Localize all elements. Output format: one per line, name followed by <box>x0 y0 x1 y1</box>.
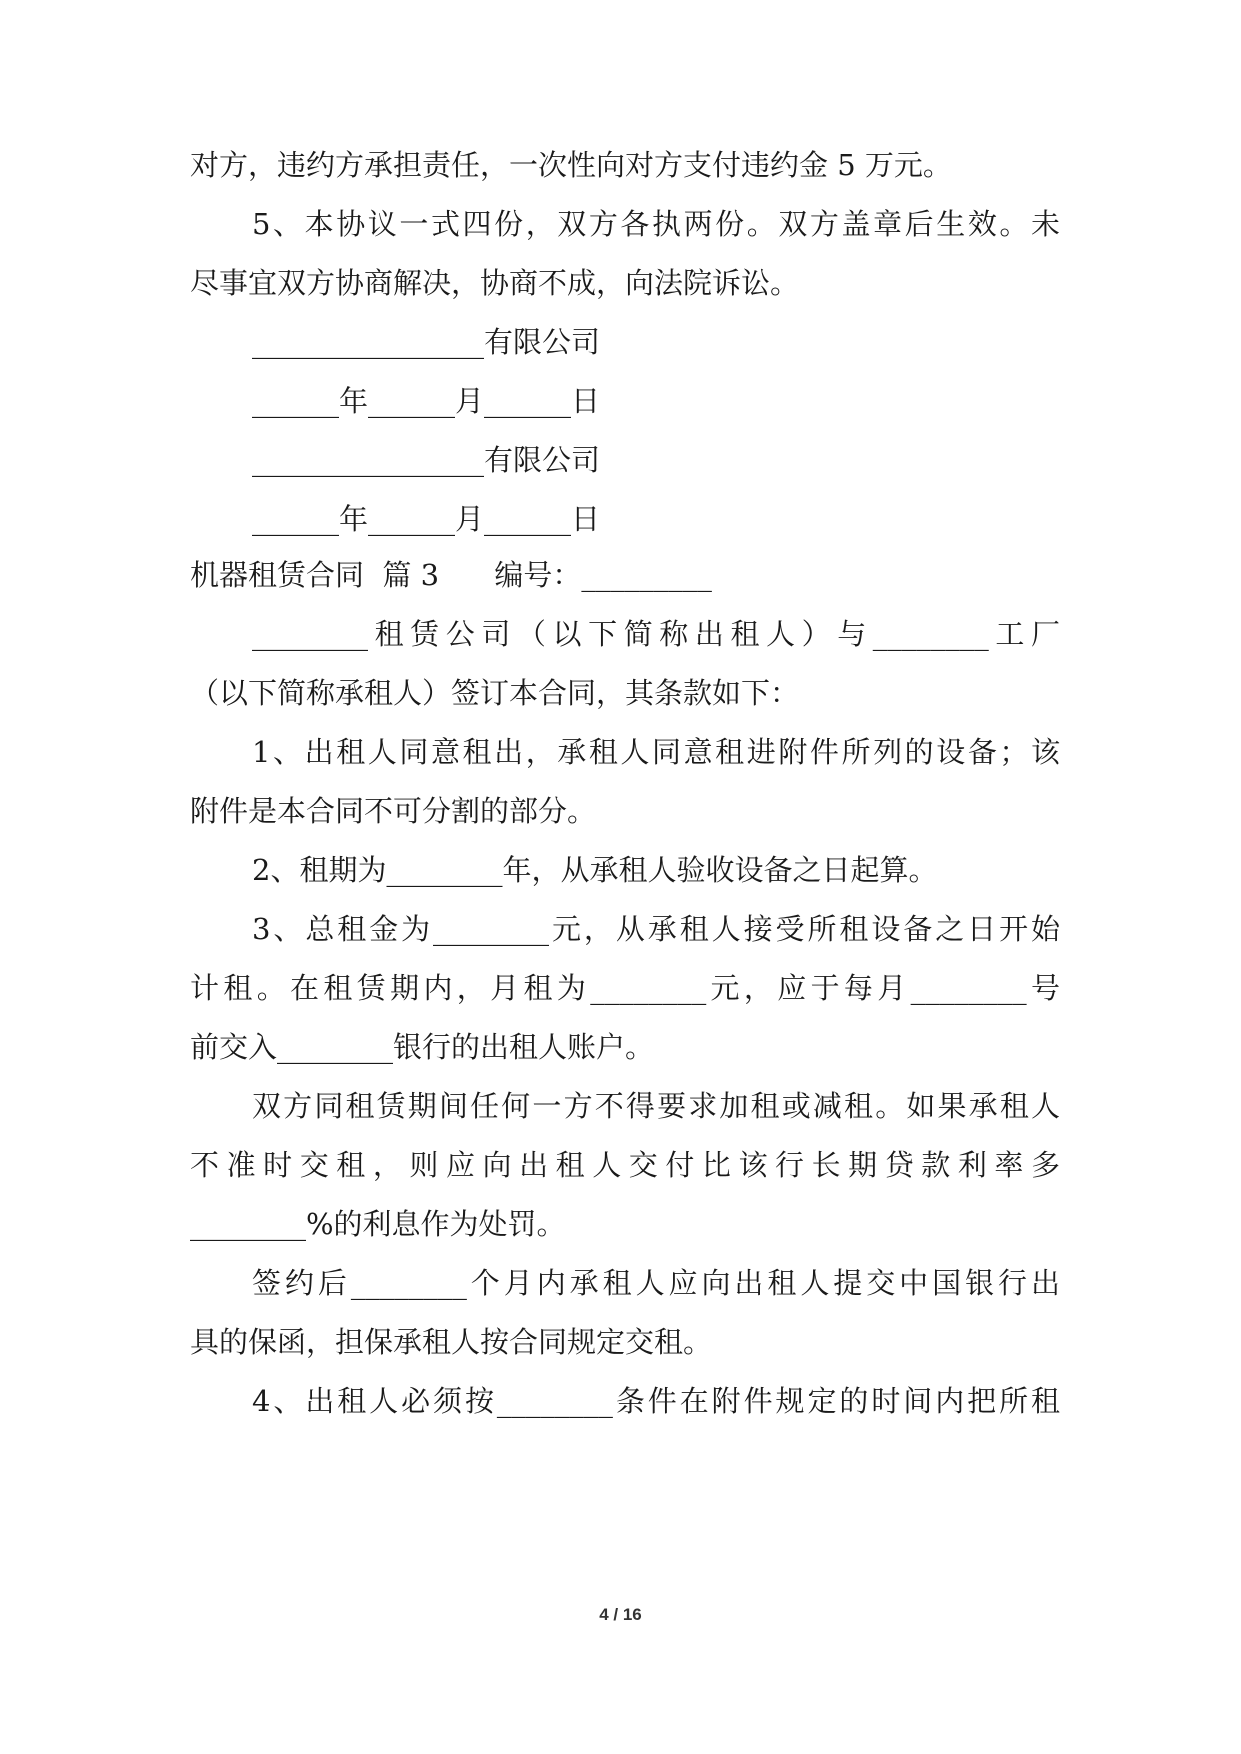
page-number: 4 / 16 <box>599 1605 642 1624</box>
text-line: 不准时交租，则应向出租人交付比该行长期贷款利率多 <box>190 1148 1060 1182</box>
text-line: 对方，违约方承担责任，一次性向对方支付违约金 5 万元。 <box>190 148 952 182</box>
text-line: ________租赁公司（以下简称出租人）与________工厂 <box>252 617 1060 651</box>
signature-date-line: ______年______月______日 <box>252 502 601 536</box>
text-line: 5、本协议一式四份，双方各执两份。双方盖章后生效。未 <box>252 207 1060 241</box>
text-line: （以下简称承租人）签订本合同，其条款如下： <box>190 676 800 710</box>
text-line: 前交入________银行的出租人账户。 <box>190 1030 655 1064</box>
text-line: ________%的利息作为处罚。 <box>190 1207 566 1241</box>
signature-company-line: ________________有限公司 <box>252 443 601 477</box>
signature-company-line: ________________有限公司 <box>252 325 601 359</box>
text-line: 2、租期为________年，从承租人验收设备之日起算。 <box>252 853 938 887</box>
text-line: 附件是本合同不可分割的部分。 <box>190 794 597 828</box>
text-line: 计租。在租赁期内，月租为________元，应于每月________号 <box>190 971 1060 1005</box>
text-line: 4、出租人必须按________条件在附件规定的时间内把所租 <box>252 1384 1060 1418</box>
section-heading: 机器租赁合同 篇 3 编号：_________ <box>190 558 712 592</box>
text-line: 1、出租人同意租出，承租人同意租进附件所列的设备；该 <box>252 735 1060 769</box>
signature-date-line: ______年______月______日 <box>252 384 601 418</box>
text-line: 双方同租赁期间任何一方不得要求加租或减租。如果承租人 <box>252 1089 1060 1123</box>
text-line: 具的保函，担保承租人按合同规定交租。 <box>190 1325 713 1359</box>
text-line: 尽事宜双方协商解决，协商不成，向法院诉讼。 <box>190 266 800 300</box>
text-line: 签约后________个月内承租人应向出租人提交中国银行出 <box>252 1266 1060 1300</box>
text-line: 3、总租金为________元，从承租人接受所租设备之日开始 <box>252 912 1060 946</box>
